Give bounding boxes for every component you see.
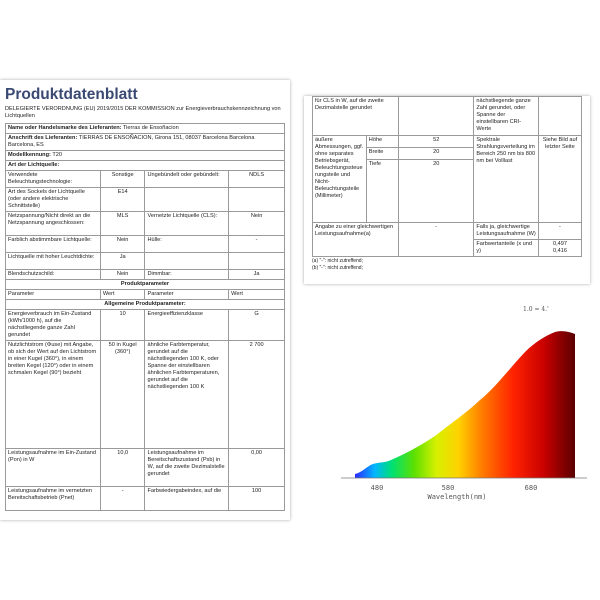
x-axis-label: Wavelength(nm) — [427, 493, 487, 501]
param-row-cell-4: 0,00 — [229, 449, 285, 487]
type-row-cell-2: Ja — [100, 253, 145, 270]
param-row-cell-3: Farbwiedergabeindex, auf die — [145, 487, 229, 511]
chromaticity-label: Farbwertanteile (x und y) — [474, 240, 539, 257]
type-row-cell-1: Netzspannung/Nicht direkt an die Netzspannung angeschlossen: — [6, 212, 101, 236]
model-label: Modellkennung: — [8, 152, 51, 158]
light-source-type-label: Art der Lichtquelle: — [6, 161, 285, 171]
param-row — [6, 310, 285, 341]
type-row — [6, 171, 285, 188]
type-row-cell-1: Lichtquelle mit hoher Leuchtdichte: — [6, 253, 101, 270]
continued-row — [313, 97, 582, 136]
param-row — [6, 341, 285, 449]
param-header-3: Parameter — [145, 290, 229, 300]
type-row-cell-3: Hülle: — [145, 236, 229, 253]
param-row-cell-2: 50 in Kugel (360°) — [100, 341, 145, 449]
dimension-value: 20 — [399, 148, 474, 160]
type-row-cell-2: Nein — [100, 270, 145, 280]
spectrum-formula: 1.0 = 4.' — [523, 306, 549, 313]
type-row-cell-1: Farblich abstimmbare Lichtquelle: — [6, 236, 101, 253]
equivalent-power-value: - — [399, 223, 474, 257]
cri-value — [538, 97, 581, 136]
spectrum-figure — [335, 296, 593, 501]
model-value: T20 — [52, 152, 62, 158]
param-row-cell-1: Leistungsaufnahme im vernetzten Bereitschaftsbetrieb (Pnet) — [6, 487, 101, 511]
supplier-table — [5, 123, 285, 511]
spectral-value: Siehe Bild auf letzter Seite — [538, 136, 581, 223]
general-params-header: Allgemeine Produktparameter: — [6, 300, 285, 310]
product-datasheet-page-2 — [304, 96, 590, 284]
dimension-value: 20 — [399, 160, 474, 223]
type-row-cell-2: Nein — [100, 236, 145, 253]
type-row-cell-3 — [145, 188, 229, 212]
param-row-cell-2: - — [100, 487, 145, 511]
cls-power-label: für CLS in W, auf die zweite Dezimalstelle gerundet — [313, 97, 399, 136]
param-row-cell-3: Leistungsaufnahme im Bereitschaftszustand (Psb) in W, auf die zweite Dezimalstelle gerundet — [145, 449, 229, 487]
dimension-value: 52 — [399, 136, 474, 148]
supplier-address-label: Anschrift des Lieferanten: — [8, 135, 78, 141]
spectrum-curve-area — [355, 331, 575, 478]
dimension-name: Höhe — [366, 136, 398, 148]
type-row-cell-4: - — [229, 236, 285, 253]
continued-params-table — [312, 96, 582, 257]
type-row-cell-4: Nein — [229, 212, 285, 236]
regulation-text: DELEGIERTE VERORDNUNG (EU) 2019/2015 DER KOMMISSION zur Energieverbrauchskennzeichnung von Lichtquellen — [5, 106, 281, 119]
spectrum-plot — [335, 296, 593, 501]
type-row-cell-1: Art des Sockels der Lichtquelle (oder andere elektrische Schnittstelle) — [6, 188, 101, 212]
equivalent-power-row — [313, 223, 582, 240]
type-row-cell-4: NDLS — [229, 171, 285, 188]
type-row-cell-2: E14 — [100, 188, 145, 212]
type-row-cell-3: Dimmbar: — [145, 270, 229, 280]
type-row — [6, 270, 285, 280]
equivalent-power-text: Angabe zu einer gleichwertigen Leistungsaufnahme(a) — [315, 224, 394, 237]
param-header-2: Wert — [100, 290, 145, 300]
supplier-address: TIERRAS DE ENSOÑACION, Girona 151, 08037 Barcelona Barcelona Barcelona, ES — [8, 135, 255, 148]
model-row — [6, 151, 285, 161]
supplier-name-label: Name oder Handelsmarke des Lieferanten: — [8, 125, 122, 131]
type-row — [6, 212, 285, 236]
type-row — [6, 236, 285, 253]
type-row-cell-4 — [229, 253, 285, 270]
spectral-label: Spektrale Strahlungsverteilung im Bereich 250 nm bis 800 nm bei Volllast — [474, 136, 539, 223]
equivalent-power-question: Falls ja, gleichwertige Leistungsaufnahme (W) — [474, 223, 539, 240]
general-params-rows — [6, 310, 285, 511]
footnote-b: (b) "-": nicht zutreffend; — [312, 265, 363, 271]
param-row-cell-1: Energieverbrauch im Ein-Zustand (kWh/1000 h), auf die nächstliegende ganze Zahl gerundet — [6, 310, 101, 341]
document-title: Produktdatenblatt — [5, 86, 138, 103]
supplier-address-row — [6, 134, 285, 151]
chromaticity-x: 0,497 — [552, 241, 567, 247]
supplier-name-row — [6, 124, 285, 134]
tick-480: 480 — [370, 484, 384, 492]
type-row-cell-3: Vernetzte Lichtquelle (CLS): — [145, 212, 229, 236]
dimension-row-1 — [313, 136, 582, 148]
dimensions-label: äußere Abmessungen, ggf. ohne separates Betriebsgerät, Beleuchtungssteuerungsteile und Nicht-Beleuchtungsteile (Millimeter) — [313, 136, 367, 223]
tick-680: 680 — [524, 484, 538, 492]
supplier-name: Tierras de Ensoñacion — [122, 125, 179, 131]
param-row — [6, 487, 285, 511]
type-row-cell-3: Ungebündelt oder gebündelt: — [145, 171, 229, 188]
type-row-cell-2: MLS — [100, 212, 145, 236]
type-row-cell-2: Sonstige — [100, 171, 145, 188]
param-row-cell-1: Nutzlichtstrom (Φuse) mit Angabe, ob sich der Wert auf den Lichtstrom in einer Kugel (360°), in einem breiten Kegel (120°) oder in einem schmalen Kegel (90°) bezieht — [6, 341, 101, 449]
tick-580: 580 — [441, 484, 455, 492]
dimension-name: Tiefe — [366, 160, 398, 223]
product-params-header: Produktparameter — [6, 280, 285, 290]
param-row-cell-3: ähnliche Farbtemperatur, gerundet auf die nächstliegenden 100 K, oder Spanne der einstellbaren ähnlichen Farbtemperaturen, gerundet auf die nächstliegenden 100 K — [145, 341, 229, 449]
type-row-cell-4 — [229, 188, 285, 212]
cls-power-value — [399, 97, 474, 136]
param-row-cell-2: 10 — [100, 310, 145, 341]
chromaticity-values — [538, 240, 581, 257]
param-row-cell-2: 10,0 — [100, 449, 145, 487]
light-source-type-rows — [6, 171, 285, 280]
type-row-cell-4: Ja — [229, 270, 285, 280]
param-header-1: Parameter — [6, 290, 101, 300]
param-header-4: Wert — [229, 290, 285, 300]
type-row — [6, 253, 285, 270]
param-row-cell-1: Leistungsaufnahme im Ein-Zustand (Pon) in W — [6, 449, 101, 487]
param-row-cell-4: G — [229, 310, 285, 341]
cri-label: nächstliegende ganze Zahl gerundet, oder Spanne der einstellbaren CRI-Werte — [474, 97, 539, 136]
param-row — [6, 449, 285, 487]
param-row-cell-3: Energieeffizienzklasse — [145, 310, 229, 341]
chromaticity-y: 0,416 — [552, 248, 567, 254]
equivalent-power-question-value: - — [538, 223, 581, 240]
type-row-cell-1: Verwendete Beleuchtungstechnologie: — [6, 171, 101, 188]
equivalent-power-label — [313, 223, 399, 257]
type-row — [6, 188, 285, 212]
product-datasheet-page-1 — [0, 80, 290, 520]
footnote-a: (a) "-": nicht zutreffend; — [312, 258, 363, 264]
param-row-cell-4: 100 — [229, 487, 285, 511]
param-header-row — [6, 290, 285, 300]
dimension-name: Breite — [366, 148, 398, 160]
param-row-cell-4: 2 700 — [229, 341, 285, 449]
type-row-cell-1: Blendschutzschild: — [6, 270, 101, 280]
type-row-cell-3 — [145, 253, 229, 270]
